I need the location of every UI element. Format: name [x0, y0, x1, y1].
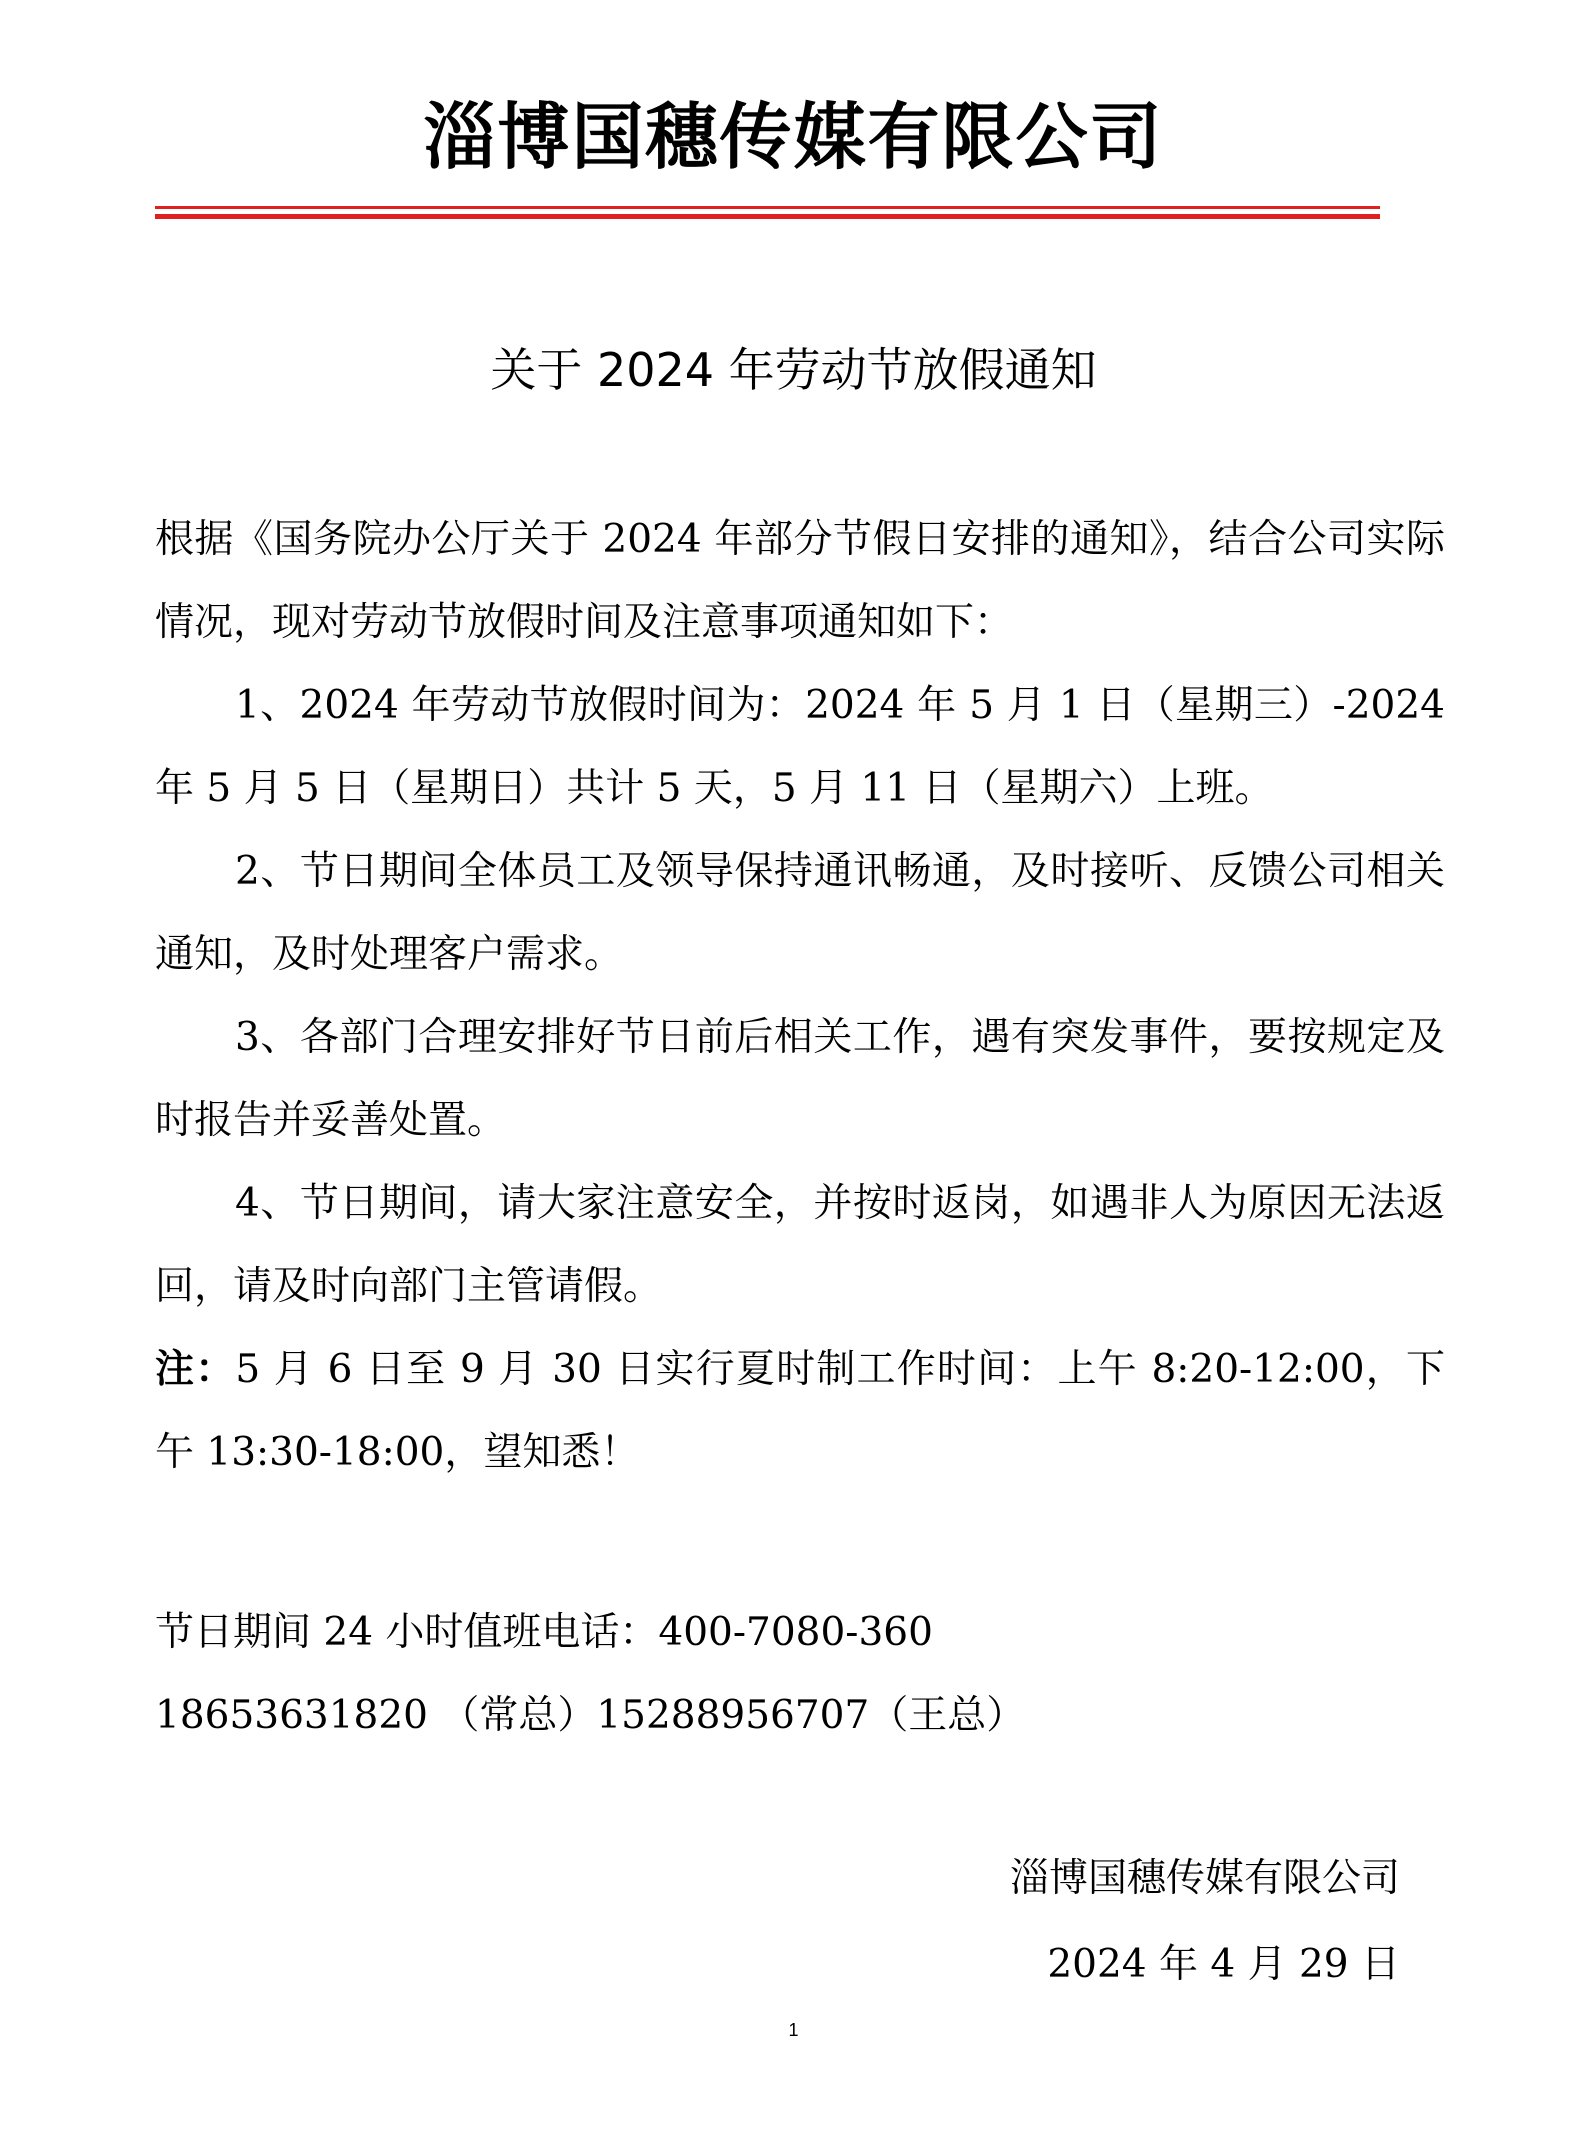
note-text: 5 月 6 日至 9 月 30 日实行夏时制工作时间：上午 8:20-12:00，下午 13:30-18:00，望知悉！ [155, 1347, 1445, 1475]
item-3-paragraph: 3、各部门合理安排好节日前后相关工作，遇有突发事件，要按规定及时报告并妥善处置。 [155, 1015, 1445, 1143]
header-rule-thin [155, 206, 1380, 209]
notice-title: 关于 2024 年劳动节放假通知 [490, 343, 1097, 397]
item-2-paragraph: 2、节日期间全体员工及领导保持通讯畅通，及时接听、反馈公司相关通知，及时处理客户需求。 [155, 849, 1445, 977]
signature-company: 淄博国穗传媒有限公司 [1009, 1856, 1400, 1901]
item-1-paragraph: 1、2024 年劳动节放假时间为：2024 年 5 月 1 日（星期三）-2024 年 5 月 5 日（星期日）共计 5 天，5 月 11 日（星期六）上班。 [155, 683, 1445, 811]
signature-block [1010, 1836, 1400, 2008]
intro-paragraph: 根据《国务院办公厅关于 2024 年部分节假日安排的通知》，结合公司实际情况，现对劳动节放假时间及注意事项通知如下： [155, 517, 1445, 645]
header-rule-thick [155, 214, 1380, 219]
notice-body [155, 498, 1445, 1494]
hotline-line-1: 节日期间 24 小时值班电话：400-7080-360 [155, 1610, 933, 1655]
signature-date: 2024 年 4 月 29 日 [1047, 1942, 1400, 1987]
hotline-block [155, 1591, 1445, 1757]
note-paragraph [155, 1328, 1445, 1494]
page-number: 1 [788, 2020, 799, 2040]
item-4-paragraph: 4、节日期间，请大家注意安全，并按时返岗，如遇非人为原因无法返回，请及时向部门主管请假。 [155, 1181, 1445, 1309]
hotline-line-2: 18653631820 （常总）15288956707（王总） [155, 1693, 1026, 1738]
note-label: 注： [155, 1346, 236, 1392]
company-header: 淄博国穗传媒有限公司 [423, 94, 1164, 179]
